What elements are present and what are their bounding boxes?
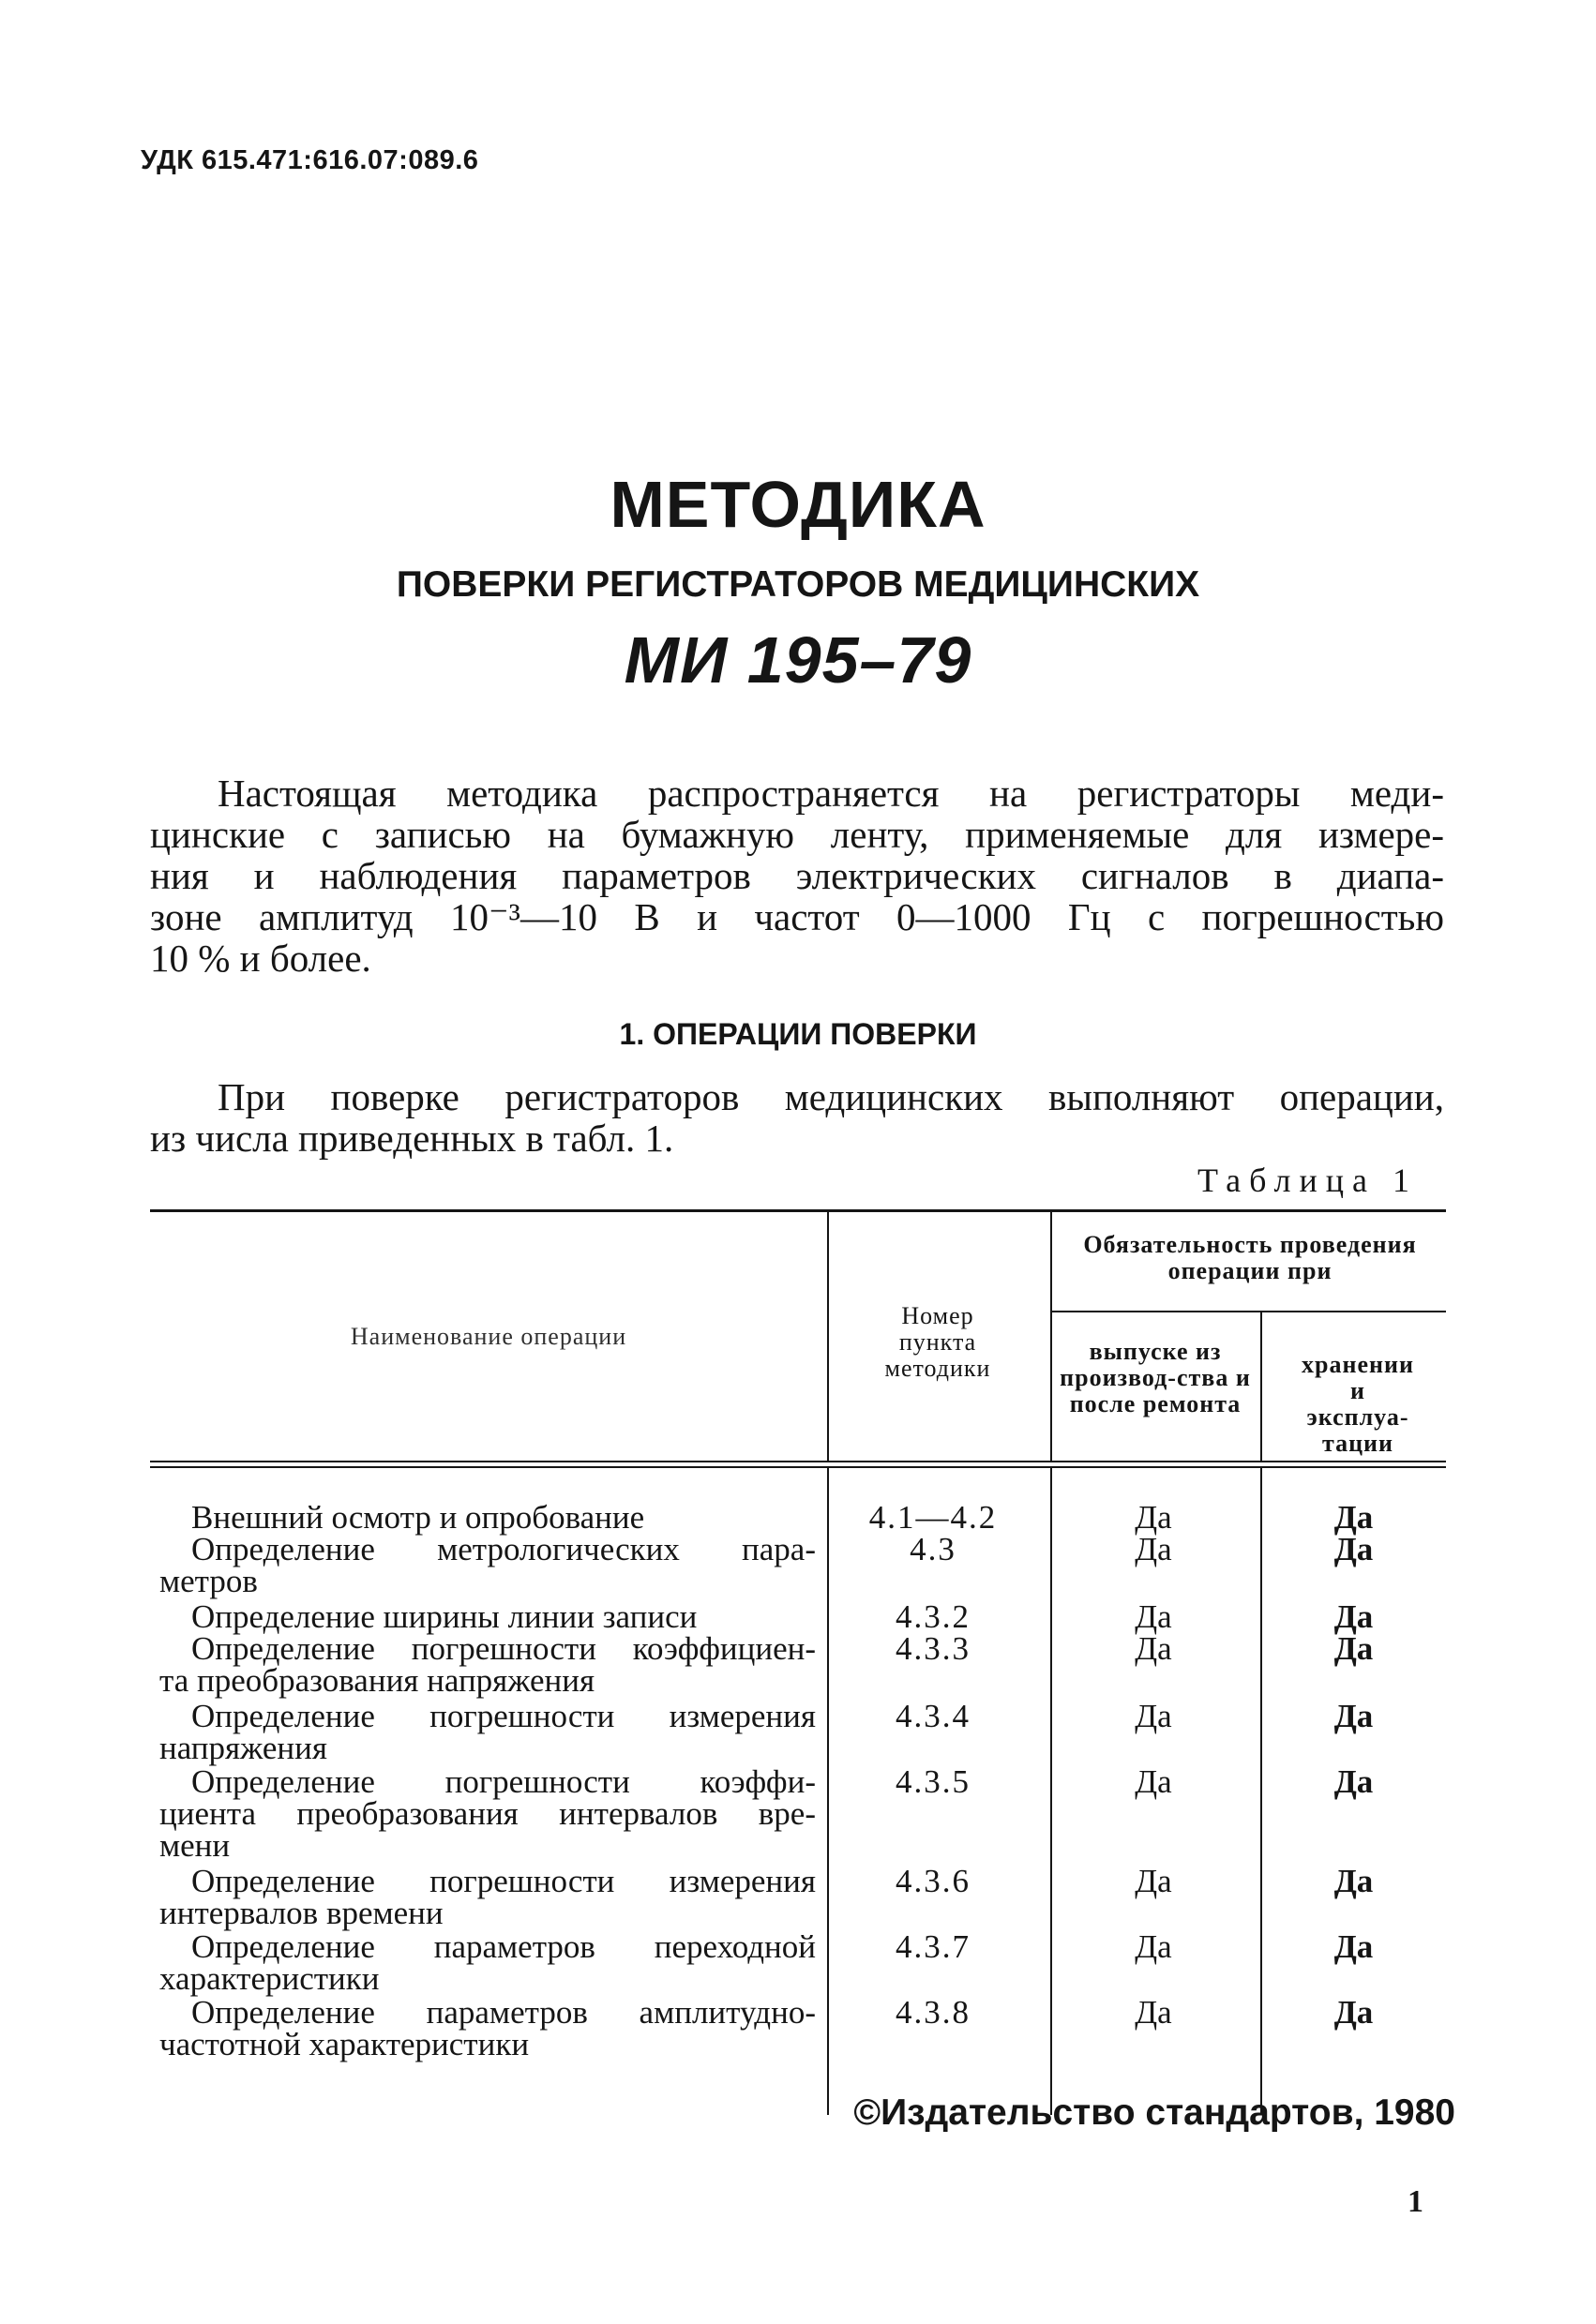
row-storage: Да <box>1333 1928 1374 1965</box>
row-name-line: Определение погрешности коэффи- <box>191 1763 816 1800</box>
row-storage: Да <box>1333 1698 1374 1734</box>
row-storage: Да <box>1333 1499 1374 1536</box>
row-release: Да <box>1135 1499 1172 1536</box>
row-storage: Да <box>1333 1763 1374 1800</box>
header-storage: хранении и эксплуа-тации <box>1302 1351 1414 1457</box>
row-name-line: Определение ширины линии записи <box>191 1598 698 1635</box>
operations-line: из числа приведенных в табл. 1. <box>150 1117 674 1160</box>
row-name-line: характеристики <box>159 1960 380 1997</box>
row-storage: Да <box>1333 1863 1374 1899</box>
table-caption: Таблица 1 <box>1197 1162 1418 1199</box>
row-release: Да <box>1135 1994 1172 2031</box>
row-operation-name <box>159 1994 816 2062</box>
header-item-number: Номер пункта методики <box>884 1302 991 1382</box>
intro-line: Настоящая методика распространяется на регистраторы меди- <box>218 772 1444 815</box>
row-operation-name <box>159 1499 816 1536</box>
row-name-line: Определение метрологических пара- <box>191 1531 816 1567</box>
row-name-line: Определение параметров амплитудно- <box>191 1994 816 2031</box>
document-title: МЕТОДИКА <box>610 468 986 541</box>
table-divider <box>1260 1312 1262 1461</box>
row-release: Да <box>1135 1598 1172 1635</box>
intro-line: ния и наблюдения параметров электрических сигналов в диапа- <box>150 854 1444 897</box>
row-name-line: частотной характеристики <box>159 2026 530 2062</box>
table-divider <box>827 1209 829 1461</box>
row-item-number: 4.3.3 <box>896 1630 971 1667</box>
row-name-line: Внешний осмотр и опробование <box>191 1499 645 1536</box>
row-release: Да <box>1135 1763 1172 1800</box>
row-operation-name <box>159 1531 816 1599</box>
row-item-number: 4.3.5 <box>896 1763 971 1800</box>
row-name-line: напряжения <box>159 1730 327 1766</box>
row-item-number: 4.3.2 <box>896 1598 971 1635</box>
row-release: Да <box>1135 1698 1172 1734</box>
row-release: Да <box>1135 1531 1172 1567</box>
udk-code: УДК 615.471:616.07:089.6 <box>141 145 479 175</box>
row-name-line: мени <box>159 1827 231 1864</box>
header-obligation: Обязательность проведения операции при <box>1083 1231 1417 1284</box>
intro-paragraph <box>150 772 1444 979</box>
table-subheader-rule <box>1050 1311 1446 1312</box>
table-divider <box>1050 1209 1052 1461</box>
row-name-line: циента преобразования интервалов вре- <box>159 1795 816 1832</box>
document-code: МИ 195–79 <box>624 623 972 697</box>
row-storage: Да <box>1333 1994 1374 2031</box>
row-release: Да <box>1135 1630 1172 1667</box>
row-name-line: Определение погрешности измерения <box>191 1698 816 1734</box>
row-storage: Да <box>1333 1630 1374 1667</box>
row-item-number: 4.3.8 <box>896 1994 971 2031</box>
page-number: 1 <box>1408 2184 1423 2219</box>
row-release: Да <box>1135 1928 1172 1965</box>
row-item-number: 4.1—4.2 <box>868 1499 998 1536</box>
row-operation-name <box>159 1598 816 1635</box>
row-item-number: 4.3 <box>910 1531 956 1567</box>
intro-line: 10 % и более. <box>150 937 371 980</box>
operations-paragraph <box>150 1076 1444 1159</box>
header-operation-name: Наименование операции <box>350 1323 627 1350</box>
row-operation-name <box>159 1698 816 1766</box>
row-name-line: Определение погрешности измерения <box>191 1863 816 1899</box>
row-operation-name <box>159 1863 816 1931</box>
table-header-rule <box>150 1466 1446 1468</box>
operations-line: При поверке регистраторов медицинских выполняют операции, <box>218 1075 1444 1118</box>
row-operation-name <box>159 1763 816 1864</box>
row-name-line: та преобразования напряжения <box>159 1662 595 1699</box>
row-name-line: Определение параметров переходной <box>191 1928 816 1965</box>
section-heading: 1. ОПЕРАЦИИ ПОВЕРКИ <box>619 1017 977 1051</box>
row-item-number: 4.3.7 <box>896 1928 971 1965</box>
document-subtitle: ПОВЕРКИ РЕГИСТРАТОРОВ МЕДИЦИНСКИХ <box>396 564 1200 605</box>
table-header-rule <box>150 1461 1446 1462</box>
row-operation-name <box>159 1928 816 1997</box>
copyright-notice: ©Издательство стандартов, 1980 <box>853 2092 1455 2133</box>
row-operation-name <box>159 1630 816 1699</box>
intro-line: зоне амплитуд 10⁻³—10 В и частот 0—1000 Гц с погрешностью <box>150 895 1444 938</box>
header-release: выпуске из производ-ства и после ремонта <box>1060 1338 1251 1417</box>
row-name-line: интервалов времени <box>159 1895 444 1931</box>
row-storage: Да <box>1333 1531 1374 1567</box>
row-name-line: метров <box>159 1563 258 1599</box>
table-top-rule <box>150 1209 1446 1212</box>
row-storage: Да <box>1333 1598 1374 1635</box>
row-item-number: 4.3.4 <box>896 1698 971 1734</box>
intro-line: цинские с записью на бумажную ленту, применяемые для измере- <box>150 813 1444 856</box>
row-name-line: Определение погрешности коэффициен- <box>191 1630 816 1667</box>
row-item-number: 4.3.6 <box>896 1863 971 1899</box>
row-release: Да <box>1135 1863 1172 1899</box>
